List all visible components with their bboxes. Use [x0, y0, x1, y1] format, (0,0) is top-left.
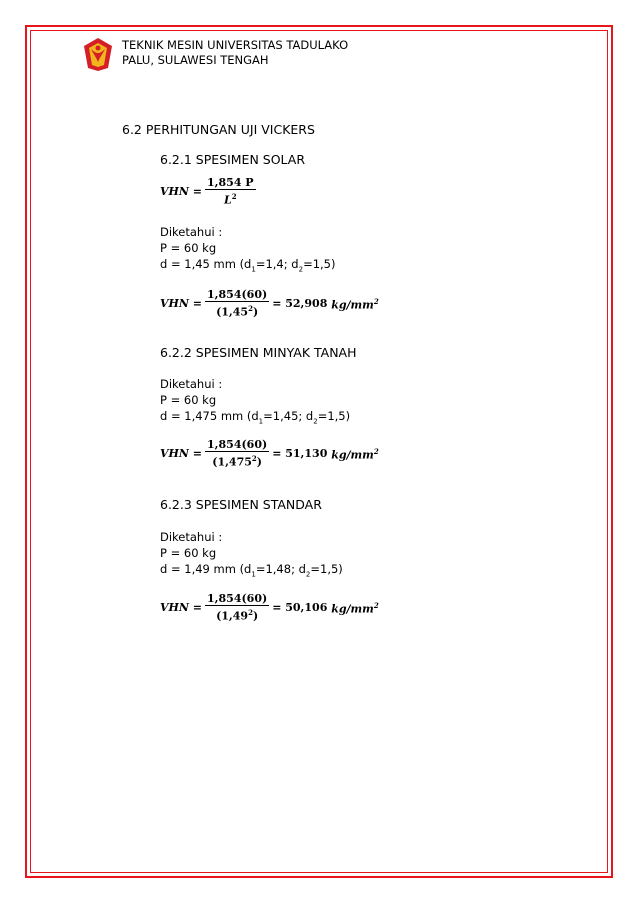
specimen-1-vhn-calc — [160, 288, 379, 320]
specimen-2-title: 6.2.2 SPESIMEN MINYAK TANAH — [160, 345, 357, 360]
specimen-3-title: 6.2.3 SPESIMEN STANDAR — [160, 497, 322, 512]
specimen-3-vhn-calc — [160, 592, 379, 624]
formula-fraction — [205, 438, 269, 470]
formula-result: = 50,106 — [272, 601, 328, 615]
formula-denominator: (1,45$^2$) — [216, 304, 259, 319]
formula-lhs: VHN = — [160, 185, 203, 199]
specimen-2-given — [160, 376, 350, 429]
formula-fraction — [205, 592, 269, 624]
diameter-value: d = 1,45 mm ($d_1=1,4$; $d_2=1,5$) — [160, 257, 336, 274]
formula-result: = 52,908 — [272, 297, 328, 311]
formula-denominator: $L^2$ — [224, 192, 237, 207]
load-value: P = 60 kg — [160, 241, 217, 255]
formula-unit: $kg/mm^2$ — [331, 600, 379, 616]
given-label: Diketahui : — [160, 377, 223, 391]
formula-numerator: 1,854(60) — [207, 438, 268, 451]
given-label: Diketahui : — [160, 530, 223, 544]
formula-fraction — [205, 176, 256, 208]
header-line-institution: TEKNIK MESIN UNIVERSITAS TADULAKO — [122, 38, 349, 52]
formula-numerator: 1,854 P — [207, 176, 254, 189]
load-value: P = 60 kg — [160, 393, 217, 407]
document-header — [122, 38, 348, 68]
formula-lhs: VHN = — [160, 297, 203, 311]
specimen-3-given — [160, 529, 343, 582]
university-emblem-icon — [79, 35, 117, 73]
header-line-location: PALU, SULAWESI TENGAH — [122, 53, 269, 67]
formula-numerator: 1,854(60) — [207, 592, 268, 605]
formula-unit: $kg/mm^2$ — [331, 296, 379, 312]
diameter-value: d = 1,49 mm ($d_1=1,48$; $d_2=1,5$) — [160, 562, 343, 579]
formula-lhs: VHN = — [160, 447, 203, 461]
load-value: P = 60 kg — [160, 546, 217, 560]
formula-numerator: 1,854(60) — [207, 288, 268, 301]
diameter-value: d = 1,475 mm ($d_1=1,45$; $d_2=1,5$) — [160, 409, 351, 426]
formula-unit: $kg/mm^2$ — [331, 446, 379, 462]
specimen-1-given — [160, 224, 335, 277]
specimen-1-title: 6.2.1 SPESIMEN SOLAR — [160, 152, 306, 167]
general-vhn-formula — [160, 176, 259, 208]
given-label: Diketahui : — [160, 225, 223, 239]
formula-fraction — [205, 288, 269, 320]
specimen-2-vhn-calc — [160, 438, 379, 470]
formula-denominator: (1,475$^2$) — [212, 454, 262, 469]
section-title: 6.2 PERHITUNGAN UJI VICKERS — [122, 122, 315, 137]
formula-denominator: (1,49$^2$) — [216, 608, 259, 623]
formula-result: = 51,130 — [272, 447, 328, 461]
formula-lhs: VHN = — [160, 601, 203, 615]
